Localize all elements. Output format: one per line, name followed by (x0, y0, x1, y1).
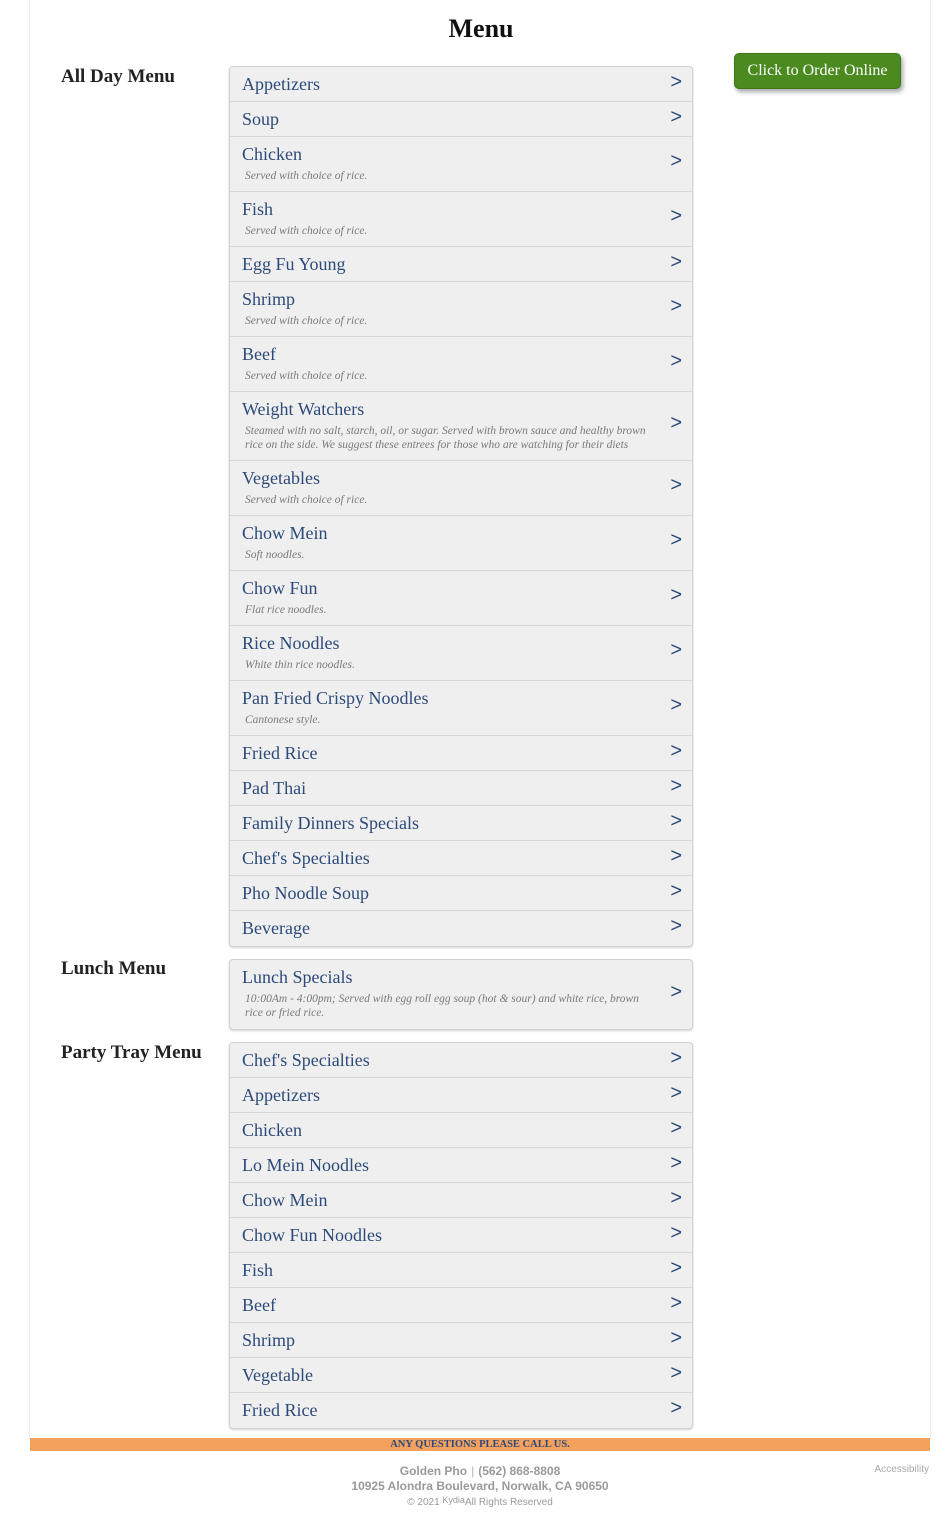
menu-category-fish[interactable] (230, 1253, 692, 1288)
category-name: Chicken (242, 1120, 302, 1140)
menu-category-chicken[interactable] (230, 137, 692, 192)
category-description: Served with choice of rice. (245, 170, 368, 182)
category-name: Chef's Specialties (242, 848, 370, 868)
menu-category-soup[interactable] (230, 102, 692, 137)
menu-category-pad-thai[interactable] (230, 771, 692, 806)
category-description: White thin rice noodles. (245, 659, 355, 671)
menu-category-chow-fun[interactable] (230, 571, 692, 626)
category-name: Fish (242, 199, 274, 219)
menu-category-appetizers[interactable] (230, 67, 692, 102)
category-name: Fish (242, 1260, 274, 1280)
menu-category-chef-s-specialties[interactable] (230, 841, 692, 876)
menu-category-lunch-specials[interactable] (230, 960, 692, 1029)
category-description: Cantonese style. (245, 714, 321, 726)
footer-rights: All Rights Reserved (464, 1497, 553, 1508)
menu-category-pan-fried-crispy-noodles[interactable] (230, 681, 692, 736)
menu-category-pho-noodle-soup[interactable] (230, 876, 692, 911)
menu-category-beef[interactable] (230, 1288, 692, 1323)
footer-separator: | (471, 1464, 475, 1478)
menu-category-chicken[interactable] (230, 1113, 692, 1148)
footer-phone-link[interactable]: (562) 868-8808 (478, 1464, 561, 1478)
category-name: Lo Mein Noodles (242, 1155, 369, 1175)
all-day-menu-list (229, 66, 693, 947)
chevron-right-icon: > (670, 251, 682, 273)
category-name: Chef's Specialties (242, 1050, 370, 1070)
chevron-right-icon: > (670, 529, 682, 552)
menu-category-shrimp[interactable] (230, 1323, 692, 1358)
category-description: Steamed with no salt, starch, oil, or sugar. Served with brown sauce and healthy brown rice on the side. We suggest these entrees for those who are watching for their diets (245, 425, 646, 451)
chevron-right-icon: > (670, 295, 682, 318)
footer-address: 10925 Alondra Boulevard, Norwalk, CA 90650 (351, 1479, 609, 1493)
category-name: Weight Watchers (242, 399, 365, 419)
chevron-right-icon: > (670, 1047, 682, 1069)
page-title: Menu (448, 14, 514, 43)
page-container (29, 0, 931, 1438)
chevron-right-icon: > (670, 880, 682, 902)
category-name: Pad Thai (242, 778, 307, 798)
category-name: Lunch Specials (242, 967, 353, 987)
section-title-party-tray-menu: Party Tray Menu (61, 1042, 202, 1063)
category-name: Chicken (242, 144, 302, 164)
menu-category-vegetables[interactable] (230, 461, 692, 516)
menu-category-chef-s-specialties[interactable] (230, 1043, 692, 1078)
chevron-right-icon: > (670, 639, 682, 662)
accessibility-link[interactable]: Accessibility (874, 1464, 929, 1475)
chevron-right-icon: > (670, 584, 682, 607)
category-name: Chow Fun (242, 578, 318, 598)
order-online-button[interactable]: Click to Order Online (734, 53, 901, 89)
menu-category-fish[interactable] (230, 192, 692, 247)
category-name: Chow Fun Noodles (242, 1225, 383, 1245)
category-name: Beef (242, 344, 276, 364)
chevron-right-icon: > (670, 205, 682, 228)
category-name: Vegetables (242, 468, 320, 488)
chevron-right-icon: > (670, 694, 682, 717)
chevron-right-icon: > (670, 1082, 682, 1104)
menu-category-family-dinners-specials[interactable] (230, 806, 692, 841)
category-description: Served with choice of rice. (245, 494, 368, 506)
chevron-right-icon: > (670, 810, 682, 832)
chevron-right-icon: > (670, 150, 682, 173)
chevron-right-icon: > (670, 845, 682, 867)
menu-category-shrimp[interactable] (230, 282, 692, 337)
category-name: Fried Rice (242, 1400, 318, 1420)
category-description: Served with choice of rice. (245, 225, 368, 237)
category-name: Family Dinners Specials (242, 813, 419, 833)
category-name: Egg Fu Young (242, 254, 346, 274)
category-name: Vegetable (242, 1365, 313, 1385)
category-name: Soup (242, 109, 280, 129)
chevron-right-icon: > (670, 71, 682, 93)
chevron-right-icon: > (670, 980, 682, 1003)
menu-category-egg-fu-young[interactable] (230, 247, 692, 282)
chevron-right-icon: > (670, 740, 682, 762)
section-title-all-day-menu: All Day Menu (61, 66, 175, 87)
chevron-right-icon: > (670, 412, 682, 435)
menu-category-chow-mein[interactable] (230, 516, 692, 571)
menu-category-rice-noodles[interactable] (230, 626, 692, 681)
category-description: 10:00Am - 4:00pm; Served with egg roll egg soup (hot & sour) and white rice, brown rice or fried rice. (245, 993, 639, 1019)
chevron-right-icon: > (670, 1362, 682, 1384)
menu-category-weight-watchers[interactable] (230, 392, 692, 461)
category-description: Served with choice of rice. (245, 315, 368, 327)
call-us-banner: ANY QUESTIONS PLEASE CALL US. (30, 1438, 930, 1451)
category-description: Flat rice noodles. (245, 604, 327, 616)
category-name: Shrimp (242, 289, 296, 309)
chevron-right-icon: > (670, 350, 682, 373)
chevron-right-icon: > (670, 1152, 682, 1174)
footer-restaurant-name: Golden Pho (399, 1464, 468, 1478)
menu-category-fried-rice[interactable] (230, 736, 692, 771)
menu-category-lo-mein-noodles[interactable] (230, 1148, 692, 1183)
category-name: Pan Fried Crispy Noodles (242, 688, 429, 708)
category-name: Shrimp (242, 1330, 296, 1350)
category-name: Pho Noodle Soup (242, 883, 370, 903)
category-name: Fried Rice (242, 743, 318, 763)
category-name: Chow Mein (242, 1190, 328, 1210)
footer-brand-link[interactable]: Kydia (442, 1495, 465, 1505)
category-name: Beef (242, 1295, 276, 1315)
footer (30, 1463, 930, 1510)
menu-category-vegetable[interactable] (230, 1358, 692, 1393)
party-tray-menu-list (229, 1042, 693, 1429)
menu-category-beef[interactable] (230, 337, 692, 392)
chevron-right-icon: > (670, 1222, 682, 1244)
menu-category-beverage[interactable] (230, 911, 692, 946)
menu-category-fried-rice[interactable] (230, 1393, 692, 1428)
chevron-right-icon: > (670, 1257, 682, 1279)
chevron-right-icon: > (670, 915, 682, 937)
chevron-right-icon: > (670, 474, 682, 497)
category-name: Appetizers (242, 74, 320, 94)
menu-category-appetizers[interactable] (230, 1078, 692, 1113)
category-name: Chow Mein (242, 523, 328, 543)
chevron-right-icon: > (670, 775, 682, 797)
chevron-right-icon: > (670, 1117, 682, 1139)
category-name: Beverage (242, 918, 310, 938)
chevron-right-icon: > (670, 1292, 682, 1314)
lunch-menu-list (229, 959, 693, 1030)
chevron-right-icon: > (670, 1187, 682, 1209)
section-title-lunch-menu: Lunch Menu (61, 958, 167, 979)
chevron-right-icon: > (670, 1397, 682, 1419)
menu-category-chow-mein[interactable] (230, 1183, 692, 1218)
category-name: Appetizers (242, 1085, 320, 1105)
category-name: Rice Noodles (242, 633, 340, 653)
category-description: Served with choice of rice. (245, 370, 368, 382)
footer-copyright: © 2021 (407, 1497, 440, 1508)
menu-category-chow-fun-noodles[interactable] (230, 1218, 692, 1253)
category-description: Soft noodles. (245, 549, 305, 561)
chevron-right-icon: > (670, 106, 682, 128)
chevron-right-icon: > (670, 1327, 682, 1349)
